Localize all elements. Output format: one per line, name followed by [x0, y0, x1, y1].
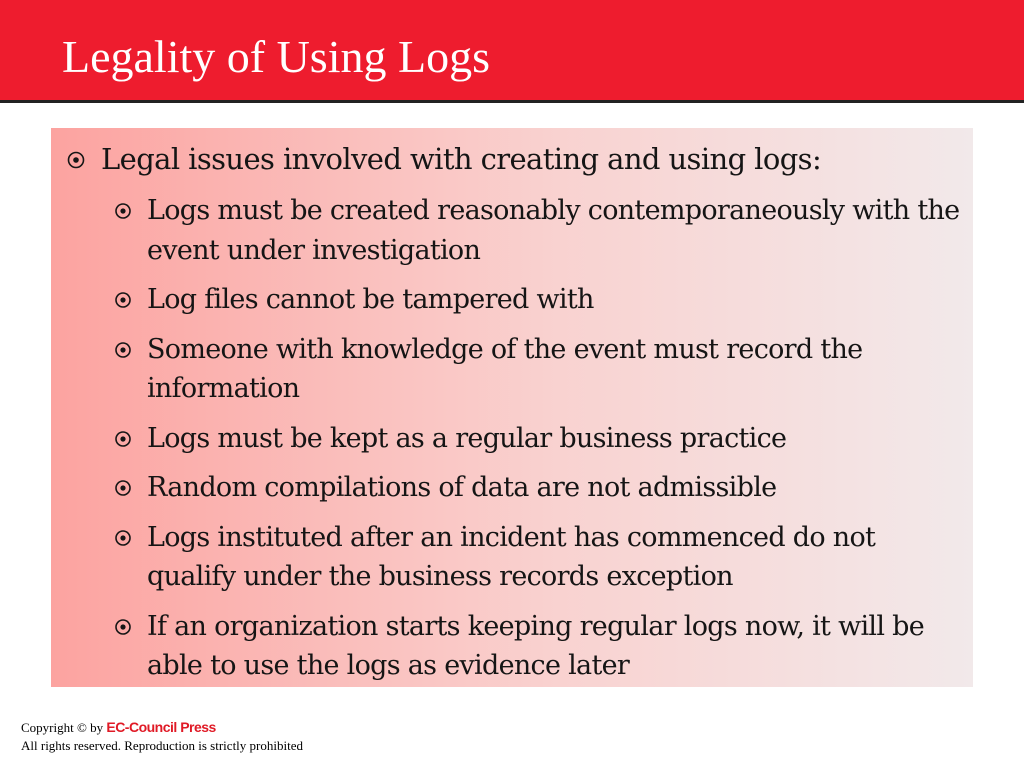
list-item	[113, 518, 963, 597]
main-bullet	[66, 139, 966, 179]
list-item-text: Logs instituted after an incident has commenced do not qualify under the business records exception	[147, 521, 876, 592]
main-bullet-text: Legal issues involved with creating and using logs:	[101, 142, 822, 176]
list-item-text: Someone with knowledge of the event must record the information	[147, 333, 863, 404]
list-item	[113, 330, 963, 409]
list-item-text: If an organization starts keeping regular logs now, it will be able to use the logs as evidence later	[147, 610, 925, 681]
copyright-line	[21, 718, 303, 737]
list-item	[113, 419, 963, 459]
footer	[21, 718, 303, 755]
list-item	[113, 191, 963, 270]
circled-dot-icon	[113, 429, 133, 449]
circled-dot-icon	[66, 150, 86, 170]
circled-dot-icon	[113, 340, 133, 360]
slide-title: Legality of Using Logs	[62, 31, 490, 82]
list-item-text: Log files cannot be tampered with	[147, 284, 594, 315]
circled-dot-icon	[113, 528, 133, 548]
sub-bullet-list	[113, 191, 963, 696]
copyright-prefix: Copyright © by	[21, 720, 104, 735]
circled-dot-icon	[113, 201, 133, 221]
circled-dot-icon	[113, 478, 133, 498]
publisher-name: EC-Council Press	[106, 719, 216, 735]
list-item	[113, 607, 963, 686]
list-item-text: Random compilations of data are not admissible	[147, 472, 777, 503]
rights-notice: All rights reserved. Reproduction is strictly prohibited	[21, 738, 303, 753]
circled-dot-icon	[113, 290, 133, 310]
circled-dot-icon	[113, 617, 133, 637]
list-item	[113, 280, 963, 320]
list-item	[113, 468, 963, 508]
list-item-text: Logs must be created reasonably contemporaneously with the event under investigation	[147, 195, 960, 266]
title-bar	[0, 0, 1024, 103]
list-item-text: Logs must be kept as a regular business practice	[147, 422, 787, 454]
